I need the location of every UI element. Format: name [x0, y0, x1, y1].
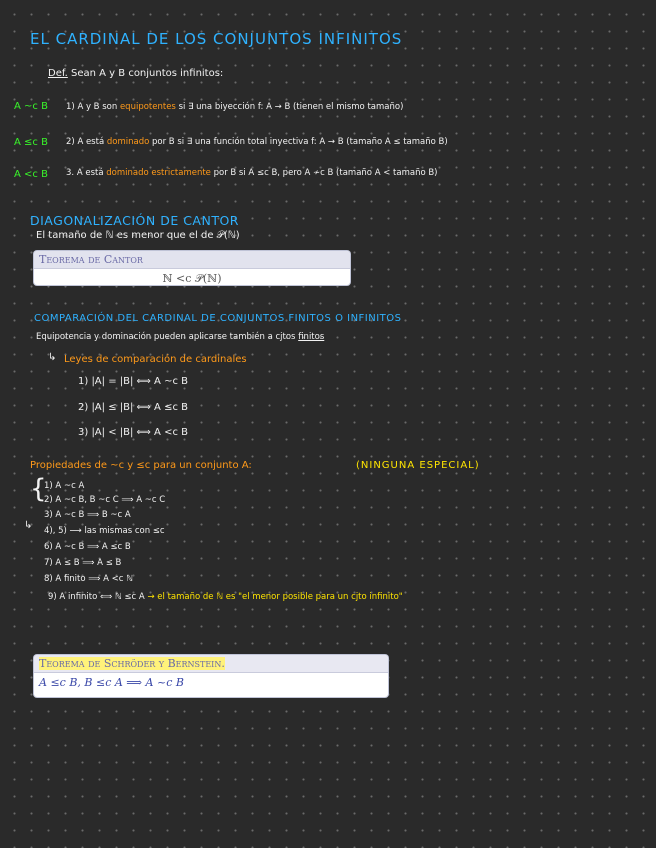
def-item-3-number: 3. — [66, 168, 75, 178]
cantor-heading: DIAGONALIZACIÓN DE CANTOR — [30, 213, 239, 228]
def-item-1 — [66, 102, 403, 112]
def-symbol-3: A <c B — [14, 169, 48, 180]
property-1: 1) A ~c A — [44, 481, 85, 491]
cantor-line: El tamaño de ℕ es menor que el de 𝒫(ℕ) — [36, 230, 240, 241]
law-2: 2) |A| ≤ |B| ⟺ A ≤c B — [78, 402, 188, 413]
def-item-3 — [66, 168, 438, 178]
property-9 — [48, 592, 403, 602]
schroder-theorem-body: A ≤c B, B ≤c A ⟹ A ~c B — [39, 676, 184, 689]
cantor-theorem-box — [34, 251, 350, 285]
property-8: 8) A finito ⟹ A <c ℕ — [44, 574, 133, 584]
properties-heading: Propiedades de ~c y ≤c para un conjunto A: — [30, 460, 252, 471]
def-item-3-pre: A está — [76, 168, 104, 178]
comparison-line — [36, 332, 324, 342]
def-item-1-post: si ∃ una biyección f: A → B (tienen el mismo tamaño) — [178, 102, 404, 112]
return-arrow-icon: ↳ — [24, 520, 33, 531]
property-2: 2) A ~c B, B ~c C ⟹ A ~c C — [44, 495, 166, 505]
cantor-theorem-title: Teorema de Cantor — [34, 251, 350, 269]
laws-arrow-icon: ↳ — [48, 352, 57, 363]
def-item-2-highlight: dominado — [106, 137, 150, 147]
def-label: Def. — [48, 68, 68, 79]
def-item-1-highlight: equipotentes — [119, 102, 176, 112]
properties-note: (NINGUNA ESPECIAL) — [356, 460, 480, 471]
def-item-3-highlight: dominado estrictamente — [106, 168, 211, 178]
page-title: EL CARDINAL DE LOS CONJUNTOS INFINITOS — [30, 30, 403, 48]
property-9-text: 9) A infinito ⟺ ℕ ≤c A — [48, 592, 145, 602]
schroder-theorem-title — [34, 655, 388, 673]
comparison-line-underlined: finitos — [298, 332, 325, 342]
laws-title: Leyes de comparación de cardinales — [64, 354, 247, 365]
def-symbol-1: A ~c B — [14, 101, 48, 112]
brace-icon: { — [30, 474, 47, 504]
cantor-theorem-body: ℕ <c 𝒫(ℕ) — [162, 272, 222, 285]
comparison-line-pre: Equipotencia y dominación pueden aplicarse también a cjtos — [36, 332, 296, 342]
law-1: 1) |A| = |B| ⟺ A ~c B — [78, 376, 188, 387]
def-intro-text: Sean A y B conjuntos infinitos: — [71, 68, 224, 79]
property-9-note: → el tamaño de ℕ es "el menor posible para un cjto infinito" — [147, 592, 403, 602]
def-symbol-2: A ≤c B — [14, 137, 48, 148]
def-item-2 — [66, 137, 448, 147]
def-item-2-pre: A está — [77, 137, 105, 147]
def-item-3-post: por B si A ≤c B, pero A ≁c B (tamaño A < tamaño B) — [213, 168, 438, 178]
property-6: 6) A ~c B ⟹ A ≤c B — [44, 542, 131, 552]
property-3: 3) A ~c B ⟹ B ~c A — [44, 510, 131, 520]
def-item-1-number: 1) — [66, 102, 75, 112]
law-3: 3) |A| < |B| ⟺ A <c B — [78, 427, 188, 438]
definition-intro — [48, 68, 223, 79]
def-item-2-post: por B si ∃ una función total inyectiva f: A → B (tamaño A ≤ tamaño B) — [152, 137, 448, 147]
comparison-heading: COMPARACIÓN DEL CARDINAL DE CONJUNTOS FINITOS O INFINITOS — [34, 313, 402, 324]
def-item-2-number: 2) — [66, 137, 75, 147]
property-4-5: 4), 5) ⟶ las mismas con ≤c — [44, 526, 165, 536]
schroder-title-text: Teorema de Schröder y Bernstein. — [39, 657, 225, 670]
schroder-theorem-box — [34, 655, 388, 697]
def-item-1-pre: A y B son — [77, 102, 118, 112]
property-7: 7) A ≤ B ⟹ A ≤ B — [44, 558, 122, 568]
